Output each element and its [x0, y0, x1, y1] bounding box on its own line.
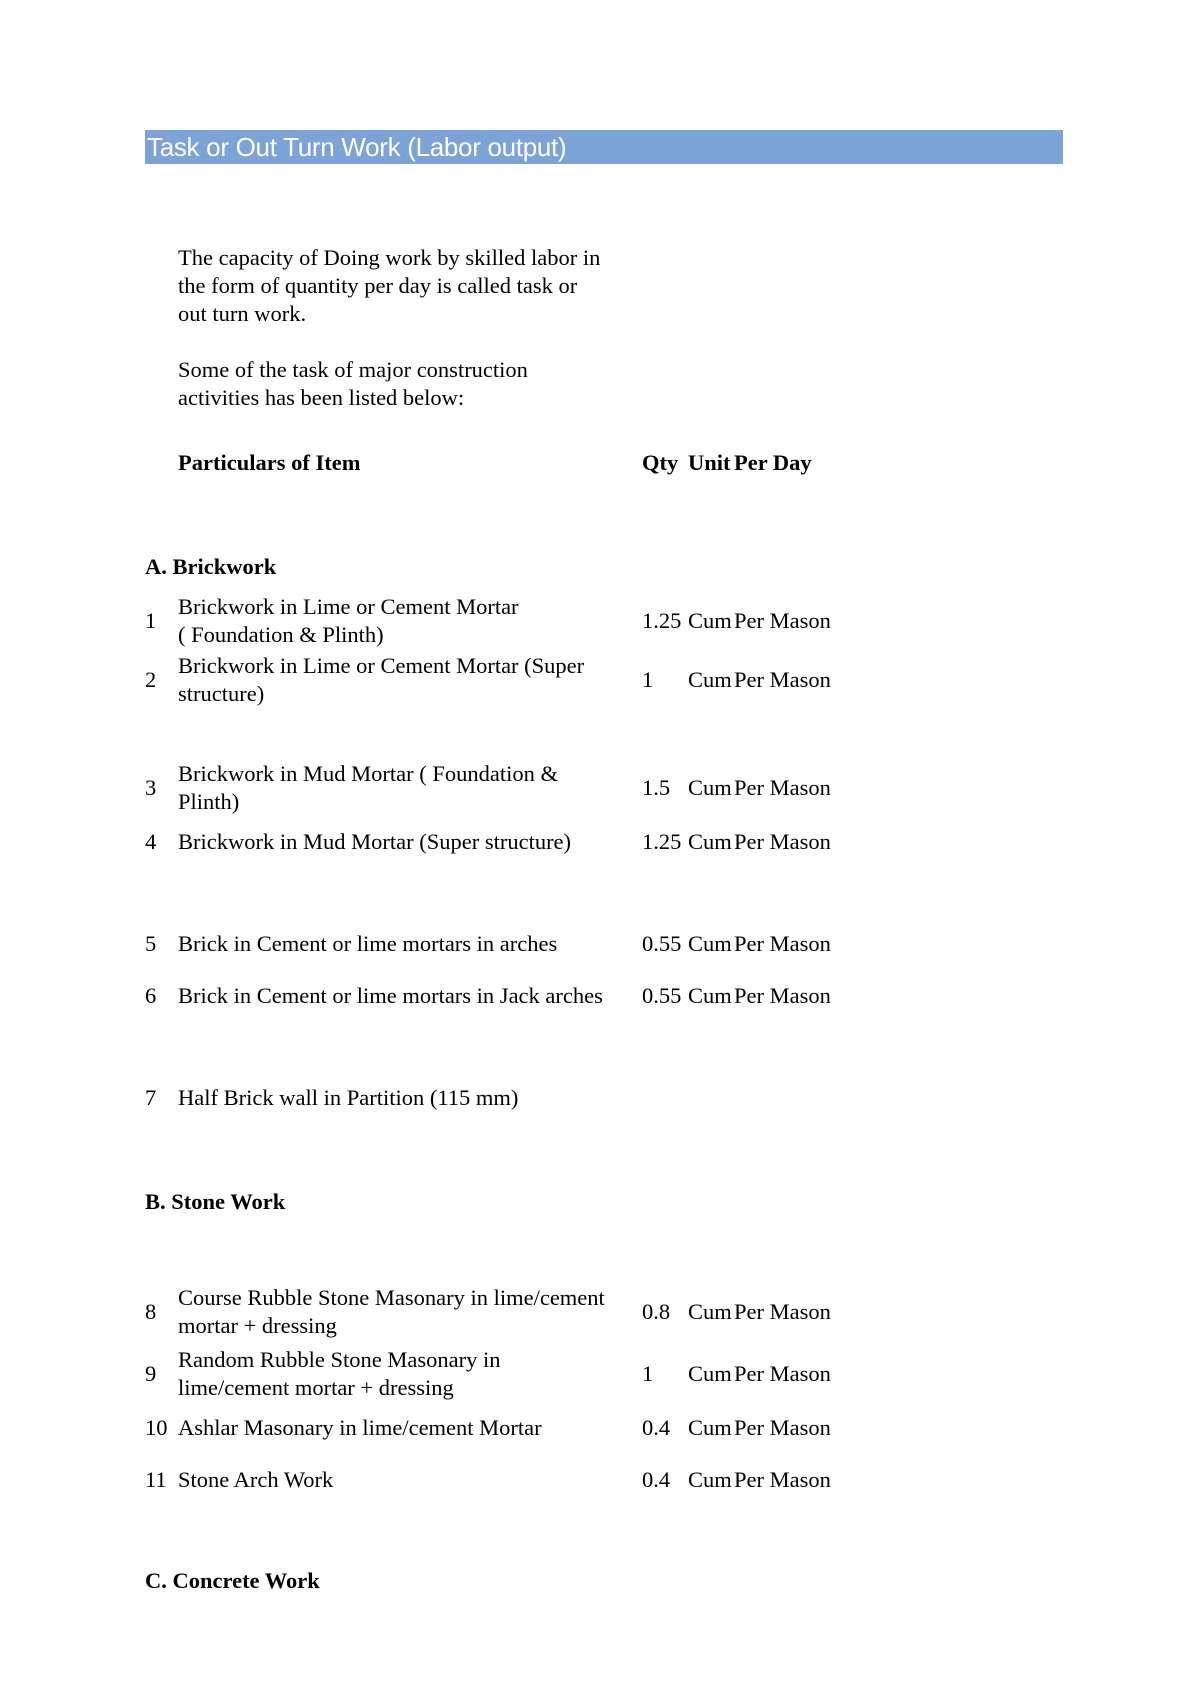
row-qty: 1.5: [642, 775, 671, 800]
row-number: 1: [145, 608, 157, 633]
row-per: Per Mason: [734, 931, 831, 956]
row-description-line: Ashlar Masonary in lime/cement Mortar: [178, 1415, 542, 1440]
intro-line: The capacity of Doing work by skilled labor in: [178, 245, 601, 270]
row-number: 11: [145, 1467, 167, 1492]
row-description-line: Brickwork in Lime or Cement Mortar (Super: [178, 653, 585, 678]
row-description: [178, 828, 571, 856]
row-description: [178, 760, 558, 816]
row-per: Per Mason: [734, 829, 831, 854]
row-number: 10: [145, 1415, 168, 1440]
row-per: Per Mason: [734, 1467, 831, 1492]
row-unit: Cum: [688, 931, 732, 956]
row-number: 4: [145, 829, 157, 854]
row-unit: Cum: [688, 775, 732, 800]
row-per: Per Mason: [734, 608, 831, 633]
intro-line: Some of the task of major construction: [178, 357, 528, 382]
row-unit: Cum: [688, 1299, 732, 1324]
row-qty: 0.55: [642, 983, 682, 1008]
row-description: [178, 1284, 605, 1340]
row-description-line: Course Rubble Stone Masonary in lime/cement: [178, 1285, 605, 1310]
row-per: Per Mason: [734, 775, 831, 800]
row-description: [178, 593, 519, 649]
row-description-line: Brickwork in Lime or Cement Mortar: [178, 594, 519, 619]
row-unit: Cum: [688, 829, 732, 854]
row-description: [178, 1414, 542, 1442]
row-description: [178, 982, 603, 1010]
row-description-line: ( Foundation & Plinth): [178, 622, 384, 647]
row-qty: 0.4: [642, 1415, 671, 1440]
row-per: Per Mason: [734, 667, 831, 692]
row-qty: 1: [642, 1361, 654, 1386]
intro-line: out turn work.: [178, 301, 307, 326]
row-qty: 1.25: [642, 608, 682, 633]
row-number: 5: [145, 931, 157, 956]
row-description: [178, 652, 584, 708]
intro-paragraph-1: [178, 244, 600, 328]
row-description-line: Random Rubble Stone Masonary in: [178, 1347, 501, 1372]
row-description: [178, 1346, 500, 1402]
row-per: Per Mason: [734, 1361, 831, 1386]
row-per: Per Mason: [734, 1415, 831, 1440]
intro-line: activities has been listed below:: [178, 385, 465, 410]
row-unit: Cum: [688, 1467, 732, 1492]
intro-line: the form of quantity per day is called task or: [178, 273, 578, 298]
row-description-line: Brick in Cement or lime mortars in Jack arches: [178, 983, 603, 1008]
row-description-line: Stone Arch Work: [178, 1467, 334, 1492]
row-qty: 1: [642, 667, 654, 692]
section-heading-brickwork: A. Brickwork: [145, 554, 277, 579]
row-description: [178, 930, 557, 958]
row-description-line: Brickwork in Mud Mortar (Super structure): [178, 829, 572, 854]
row-description: [178, 1466, 333, 1494]
section-heading-concrete-work: C. Concrete Work: [145, 1568, 320, 1593]
row-number: 6: [145, 983, 157, 1008]
header-per-day: Per Day: [734, 450, 812, 475]
header-particulars: Particulars of Item: [178, 450, 361, 475]
row-number: 7: [145, 1085, 157, 1110]
section-heading-stone-work: B. Stone Work: [145, 1189, 286, 1214]
row-number: 9: [145, 1361, 157, 1386]
row-qty: 0.8: [642, 1299, 671, 1324]
row-description-line: Half Brick wall in Partition (115 mm): [178, 1085, 519, 1110]
row-description-line: lime/cement mortar + dressing: [178, 1375, 454, 1400]
row-description-line: mortar + dressing: [178, 1313, 337, 1338]
row-qty: 0.4: [642, 1467, 671, 1492]
header-unit: Unit: [688, 450, 731, 475]
row-qty: 0.55: [642, 931, 682, 956]
row-description-line: Brickwork in Mud Mortar ( Foundation &: [178, 761, 558, 786]
row-number: 3: [145, 775, 157, 800]
intro-paragraph-2: [178, 356, 528, 412]
row-description-line: Plinth): [178, 789, 240, 814]
row-number: 8: [145, 1299, 157, 1324]
header-qty: Qty: [642, 450, 679, 475]
row-description-line: Brick in Cement or lime mortars in arches: [178, 931, 558, 956]
row-per: Per Mason: [734, 1299, 831, 1324]
row-unit: Cum: [688, 983, 732, 1008]
row-unit: Cum: [688, 608, 732, 633]
row-qty: 1.25: [642, 829, 682, 854]
row-unit: Cum: [688, 1415, 732, 1440]
row-description: [178, 1084, 518, 1112]
row-number: 2: [145, 667, 157, 692]
page-title: Task or Out Turn Work (Labor output): [147, 132, 567, 162]
row-description-line: structure): [178, 681, 265, 706]
row-unit: Cum: [688, 1361, 732, 1386]
row-unit: Cum: [688, 667, 732, 692]
row-per: Per Mason: [734, 983, 831, 1008]
